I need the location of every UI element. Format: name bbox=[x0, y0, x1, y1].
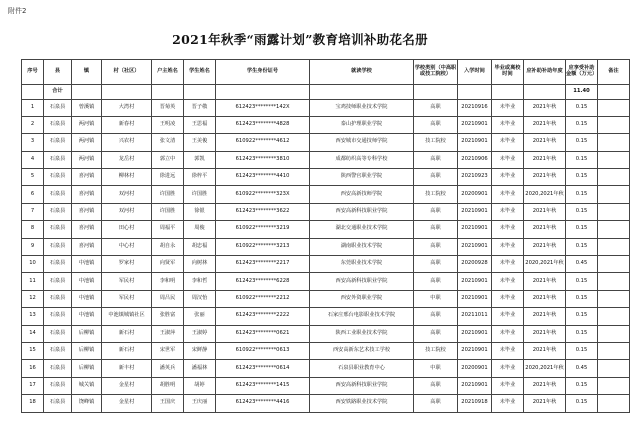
table-row bbox=[22, 203, 630, 220]
table-cell: 2021年秋 bbox=[524, 203, 566, 220]
table-cell: 胡婷 bbox=[184, 377, 216, 394]
table-row bbox=[22, 99, 630, 116]
table-cell: 5 bbox=[22, 169, 44, 186]
table-cell: 610922********0613 bbox=[216, 342, 310, 359]
table-cell: 陕西工业职业技术学院 bbox=[310, 325, 414, 342]
table-cell: 喜河镇 bbox=[72, 186, 102, 203]
table-cell: 20211011 bbox=[458, 308, 492, 325]
table-cell: 20210918 bbox=[458, 395, 492, 412]
table-cell: 喜河镇 bbox=[72, 221, 102, 238]
table-cell: 新石村 bbox=[102, 325, 152, 342]
table-cell: 未毕业 bbox=[492, 151, 524, 168]
column-header: 户主姓名 bbox=[152, 60, 184, 85]
table-row bbox=[22, 169, 630, 186]
column-header: 学校类别（中高职或技工院校） bbox=[414, 60, 458, 85]
table-cell: 0.15 bbox=[566, 395, 598, 412]
table-cell: 612423********0621 bbox=[216, 325, 310, 342]
table-cell bbox=[598, 256, 630, 273]
table-cell: 2021年秋 bbox=[524, 99, 566, 116]
total-label: 合计 bbox=[44, 85, 72, 100]
table-cell: 612423********4828 bbox=[216, 116, 310, 133]
table-cell: 3 bbox=[22, 134, 44, 151]
table-row bbox=[22, 221, 630, 238]
column-header: 应补助补助年度 bbox=[524, 60, 566, 85]
table-cell: 石泉县职业教育中心 bbox=[310, 360, 414, 377]
table-cell: 技工院校 bbox=[414, 134, 458, 151]
column-header: 就读学校 bbox=[310, 60, 414, 85]
table-cell: 2 bbox=[22, 116, 44, 133]
table-cell: 两河镇 bbox=[72, 134, 102, 151]
table-cell: 0.15 bbox=[566, 116, 598, 133]
table-cell: 17 bbox=[22, 377, 44, 394]
table-cell: 0.15 bbox=[566, 221, 598, 238]
table-cell: 2021年秋 bbox=[524, 151, 566, 168]
table-cell: 喜河镇 bbox=[72, 203, 102, 220]
table-cell: 高职 bbox=[414, 256, 458, 273]
table-cell bbox=[598, 151, 630, 168]
table-cell: 湖北交通职业技术学院 bbox=[310, 221, 414, 238]
table-row bbox=[22, 395, 630, 412]
table-cell: 陕西警官职业学院 bbox=[310, 169, 414, 186]
table-cell: 西安外资职业学院 bbox=[310, 290, 414, 307]
table-cell: 7 bbox=[22, 203, 44, 220]
table-cell: 晋子敬 bbox=[184, 99, 216, 116]
table-row bbox=[22, 290, 630, 307]
table-cell: 石泉县 bbox=[44, 169, 72, 186]
table-cell bbox=[598, 342, 630, 359]
table-cell: 石泉县 bbox=[44, 221, 72, 238]
table-cell: 两河镇 bbox=[72, 151, 102, 168]
table-cell: 西安城市交通技师学院 bbox=[310, 134, 414, 151]
table-cell: 中心村 bbox=[102, 238, 152, 255]
table-cell: 成都纺织高等专科学校 bbox=[310, 151, 414, 168]
table-cell: 后柳镇 bbox=[72, 360, 102, 377]
table-cell: 20210901 bbox=[458, 377, 492, 394]
table-cell bbox=[598, 186, 630, 203]
table-cell: 中池镇 bbox=[72, 290, 102, 307]
table-cell: 田心村 bbox=[102, 221, 152, 238]
table-cell: 高职 bbox=[414, 221, 458, 238]
table-cell: 18 bbox=[22, 395, 44, 412]
table-cell: 石泉县 bbox=[44, 290, 72, 307]
table-cell: 2021年秋 bbox=[524, 169, 566, 186]
total-amount: 11.40 bbox=[566, 85, 598, 100]
table-cell: 西安高新科技职业学院 bbox=[310, 203, 414, 220]
table-cell: 未毕业 bbox=[492, 377, 524, 394]
table-row bbox=[22, 151, 630, 168]
table-cell: 王美俊 bbox=[184, 134, 216, 151]
table-cell: 2021年秋 bbox=[524, 377, 566, 394]
table-cell: 两河镇 bbox=[72, 116, 102, 133]
table-cell: 高职 bbox=[414, 238, 458, 255]
table-cell: 高职 bbox=[414, 151, 458, 168]
table-cell: 612423********0614 bbox=[216, 360, 310, 377]
table-cell: 高职 bbox=[414, 395, 458, 412]
table-cell bbox=[598, 238, 630, 255]
table-cell: 未毕业 bbox=[492, 99, 524, 116]
table-cell: 石泉县 bbox=[44, 342, 72, 359]
table-cell: 0.15 bbox=[566, 342, 598, 359]
table-cell bbox=[598, 377, 630, 394]
table-cell: 20210901 bbox=[458, 203, 492, 220]
table-cell: 高职 bbox=[414, 169, 458, 186]
table-cell: 0.15 bbox=[566, 186, 598, 203]
table-cell: 0.45 bbox=[566, 256, 598, 273]
table-cell: 兴农村 bbox=[102, 134, 152, 151]
table-cell: 0.15 bbox=[566, 308, 598, 325]
table-cell: 2021年秋 bbox=[524, 290, 566, 307]
table-cell: 0.15 bbox=[566, 169, 598, 186]
table-cell: 胡胜明 bbox=[152, 377, 184, 394]
table-cell: 石泉县 bbox=[44, 203, 72, 220]
table-cell: 610922********323X bbox=[216, 186, 310, 203]
table-cell: 宝鸡技师职业技术学院 bbox=[310, 99, 414, 116]
table-cell: 2021年秋 bbox=[524, 325, 566, 342]
table-cell: 高职 bbox=[414, 308, 458, 325]
table-cell: 0.15 bbox=[566, 273, 598, 290]
table-cell: 2021年秋 bbox=[524, 273, 566, 290]
table-cell: 20210901 bbox=[458, 116, 492, 133]
table-cell: 20210901 bbox=[458, 290, 492, 307]
table-cell: 612423********4410 bbox=[216, 169, 310, 186]
table-cell: 胡忠福 bbox=[184, 238, 216, 255]
table-cell: 2021年秋 bbox=[524, 342, 566, 359]
table-cell: 610922********4612 bbox=[216, 134, 310, 151]
table-cell: 11 bbox=[22, 273, 44, 290]
table-cell bbox=[598, 395, 630, 412]
table-cell: 张文清 bbox=[152, 134, 184, 151]
table-cell: 2020,2021年秋 bbox=[524, 186, 566, 203]
column-header: 学生姓名 bbox=[184, 60, 216, 85]
table-cell: 李和明 bbox=[152, 273, 184, 290]
column-header: 序号 bbox=[22, 60, 44, 85]
column-header: 毕业或离校时间 bbox=[492, 60, 524, 85]
table-cell: 王庆丽 bbox=[184, 395, 216, 412]
table-cell: 612423********142X bbox=[216, 99, 310, 116]
table-cell: 20210901 bbox=[458, 221, 492, 238]
table-cell: 周福平 bbox=[152, 221, 184, 238]
table-cell: 未毕业 bbox=[492, 290, 524, 307]
table-cell: 20210901 bbox=[458, 325, 492, 342]
table-cell: 610922********3219 bbox=[216, 221, 310, 238]
table-cell: 14 bbox=[22, 325, 44, 342]
column-header: 学生身份证号 bbox=[216, 60, 310, 85]
column-header: 县 bbox=[44, 60, 72, 85]
table-cell bbox=[598, 99, 630, 116]
table-cell: 后柳镇 bbox=[72, 325, 102, 342]
table-cell: 未毕业 bbox=[492, 134, 524, 151]
table-cell: 0.15 bbox=[566, 238, 598, 255]
table-cell: 16 bbox=[22, 360, 44, 377]
table-cell: 2021年秋 bbox=[524, 116, 566, 133]
column-header: 入学时间 bbox=[458, 60, 492, 85]
table-cell: 0.15 bbox=[566, 134, 598, 151]
table-cell: 石泉县 bbox=[44, 325, 72, 342]
table-cell: 石泉县 bbox=[44, 273, 72, 290]
table-row bbox=[22, 308, 630, 325]
table-cell: 王淑萍 bbox=[152, 325, 184, 342]
table-cell: 西安高新技师学院 bbox=[310, 186, 414, 203]
table-row bbox=[22, 256, 630, 273]
table-cell: 未毕业 bbox=[492, 395, 524, 412]
table-cell: 未毕业 bbox=[492, 169, 524, 186]
table-cell: 高职 bbox=[414, 325, 458, 342]
table-cell: 石泉县 bbox=[44, 151, 72, 168]
table-cell: 郭立中 bbox=[152, 151, 184, 168]
table-cell: 中职 bbox=[414, 360, 458, 377]
table-cell: 郭凯 bbox=[184, 151, 216, 168]
table-cell: 中池镇 bbox=[72, 256, 102, 273]
table-cell: 向树林 bbox=[184, 256, 216, 273]
table-row bbox=[22, 134, 630, 151]
table-cell: 王思福 bbox=[184, 116, 216, 133]
table-cell: 0.15 bbox=[566, 290, 598, 307]
table-cell: 王明凌 bbox=[152, 116, 184, 133]
table-cell: 0.45 bbox=[566, 360, 598, 377]
table-cell: 612423********6228 bbox=[216, 273, 310, 290]
table-row bbox=[22, 342, 630, 359]
table-row bbox=[22, 325, 630, 342]
table-cell: 2020,2021年秋 bbox=[524, 360, 566, 377]
table-cell: 技工院校 bbox=[414, 186, 458, 203]
table-cell bbox=[598, 308, 630, 325]
column-header: 备注 bbox=[598, 60, 630, 85]
table-cell: 612423********4416 bbox=[216, 395, 310, 412]
table-cell: 9 bbox=[22, 238, 44, 255]
table-cell: 王国庆 bbox=[152, 395, 184, 412]
table-cell: 西安铁路职业技术学院 bbox=[310, 395, 414, 412]
table-cell: 0.15 bbox=[566, 377, 598, 394]
table-cell: 徐银 bbox=[184, 203, 216, 220]
table-cell: 15 bbox=[22, 342, 44, 359]
table-cell: 12 bbox=[22, 290, 44, 307]
table-row bbox=[22, 186, 630, 203]
table-row bbox=[22, 238, 630, 255]
table-cell: 未毕业 bbox=[492, 116, 524, 133]
table-cell: 1 bbox=[22, 99, 44, 116]
table-cell: 2020,2021年秋 bbox=[524, 256, 566, 273]
table-cell: 石泉县 bbox=[44, 360, 72, 377]
table-cell: 石泉县 bbox=[44, 99, 72, 116]
table-cell: 高职 bbox=[414, 377, 458, 394]
table-cell: 军民村 bbox=[102, 273, 152, 290]
table-cell: 徐进远 bbox=[152, 169, 184, 186]
table-cell: 金星村 bbox=[102, 377, 152, 394]
table-cell: 西安高新科技职业学院 bbox=[310, 273, 414, 290]
table-cell: 2021年秋 bbox=[524, 395, 566, 412]
table-cell: 612423********1415 bbox=[216, 377, 310, 394]
table-cell: 未毕业 bbox=[492, 186, 524, 203]
table-cell: 未毕业 bbox=[492, 221, 524, 238]
table-cell: 612423********3810 bbox=[216, 151, 310, 168]
table-cell: 喜河镇 bbox=[72, 169, 102, 186]
table-cell: 20210906 bbox=[458, 151, 492, 168]
table-cell: 中池镇城镇社区 bbox=[102, 308, 152, 325]
table-cell: 2021年秋 bbox=[524, 134, 566, 151]
table-row bbox=[22, 116, 630, 133]
table-cell: 20210901 bbox=[458, 238, 492, 255]
table-cell: 西安高新科技职业学院 bbox=[310, 377, 414, 394]
table-cell: 罗家村 bbox=[102, 256, 152, 273]
table-cell bbox=[598, 169, 630, 186]
table-cell: 曾溪镇 bbox=[72, 99, 102, 116]
table-cell: 技工院校 bbox=[414, 342, 458, 359]
table-cell: 西安高新东艺术技工学校 bbox=[310, 342, 414, 359]
table-cell: 20200901 bbox=[458, 360, 492, 377]
table-row bbox=[22, 273, 630, 290]
table-cell: 大湾村 bbox=[102, 99, 152, 116]
table-cell: 612423********2222 bbox=[216, 308, 310, 325]
table-cell: 双河村 bbox=[102, 186, 152, 203]
table-cell: 宋世军 bbox=[152, 342, 184, 359]
table-cell: 徐梓平 bbox=[184, 169, 216, 186]
table-cell: 6 bbox=[22, 186, 44, 203]
table-cell: 石家庄邢台电影职业技术学院 bbox=[310, 308, 414, 325]
table-cell bbox=[598, 360, 630, 377]
table-cell: 高职 bbox=[414, 203, 458, 220]
table-cell: 0.15 bbox=[566, 151, 598, 168]
table-cell: 10 bbox=[22, 256, 44, 273]
table-row bbox=[22, 360, 630, 377]
table-cell: 未毕业 bbox=[492, 308, 524, 325]
table-cell: 李和哲 bbox=[184, 273, 216, 290]
table-cell: 612423********3622 bbox=[216, 203, 310, 220]
table-cell: 周吕民 bbox=[152, 290, 184, 307]
table-cell: 610922********2212 bbox=[216, 290, 310, 307]
table-cell: 石泉县 bbox=[44, 186, 72, 203]
table-cell: 东莞职业技术学院 bbox=[310, 256, 414, 273]
table-cell: 20210923 bbox=[458, 169, 492, 186]
table-cell: 20210901 bbox=[458, 134, 492, 151]
table-cell: 潘福林 bbox=[184, 360, 216, 377]
table-cell: 军民村 bbox=[102, 290, 152, 307]
table-cell: 石泉县 bbox=[44, 308, 72, 325]
table-cell: 未毕业 bbox=[492, 325, 524, 342]
table-cell bbox=[598, 221, 630, 238]
table-cell bbox=[598, 273, 630, 290]
table-cell: 20210901 bbox=[458, 273, 492, 290]
table-cell: 饶峰镇 bbox=[72, 395, 102, 412]
table-cell: 中职 bbox=[414, 290, 458, 307]
table-cell bbox=[598, 134, 630, 151]
total-index-cell bbox=[22, 85, 44, 100]
table-cell: 未毕业 bbox=[492, 342, 524, 359]
table-cell: 高职 bbox=[414, 273, 458, 290]
table-cell: 后柳镇 bbox=[72, 342, 102, 359]
table-cell: 20210916 bbox=[458, 99, 492, 116]
table-cell: 宋鲜静 bbox=[184, 342, 216, 359]
table-cell: 向贤军 bbox=[152, 256, 184, 273]
table-cell: 高职 bbox=[414, 99, 458, 116]
table-cell: 0.15 bbox=[566, 203, 598, 220]
table-cell: 中池镇 bbox=[72, 308, 102, 325]
attachment-label: 附件2 bbox=[8, 7, 27, 15]
table-cell bbox=[598, 116, 630, 133]
table-cell: 20200928 bbox=[458, 256, 492, 273]
table-cell: 许国胜 bbox=[152, 186, 184, 203]
document-title: 2021年秋季“雨露计划”教育培训补助花名册 bbox=[172, 32, 428, 47]
table-cell: 王淑婷 bbox=[184, 325, 216, 342]
table-cell: 2021年秋 bbox=[524, 221, 566, 238]
table-cell bbox=[598, 290, 630, 307]
table-cell: 晋菊英 bbox=[152, 99, 184, 116]
table-cell: 612423********2217 bbox=[216, 256, 310, 273]
table-cell: 13 bbox=[22, 308, 44, 325]
roster-table bbox=[21, 59, 630, 413]
table-cell: 4 bbox=[22, 151, 44, 168]
table-cell: 石泉县 bbox=[44, 116, 72, 133]
table-cell: 未毕业 bbox=[492, 273, 524, 290]
table-cell: 张丽 bbox=[184, 308, 216, 325]
table-cell: 新石村 bbox=[102, 342, 152, 359]
table-cell: 2021年秋 bbox=[524, 238, 566, 255]
table-cell: 未毕业 bbox=[492, 360, 524, 377]
table-cell bbox=[598, 203, 630, 220]
table-row bbox=[22, 377, 630, 394]
column-header: 镇 bbox=[72, 60, 102, 85]
table-cell: 胡自永 bbox=[152, 238, 184, 255]
table-cell: 2021年秋 bbox=[524, 308, 566, 325]
table-cell: 许国胜 bbox=[152, 203, 184, 220]
table-cell: 8 bbox=[22, 221, 44, 238]
table-cell: 610922********3213 bbox=[216, 238, 310, 255]
table-cell: 未毕业 bbox=[492, 256, 524, 273]
table-cell: 石泉县 bbox=[44, 377, 72, 394]
column-header: 应享受补助金额（万元） bbox=[566, 60, 598, 85]
table-cell: 未毕业 bbox=[492, 203, 524, 220]
table-cell: 泰山护理职业学院 bbox=[310, 116, 414, 133]
table-cell: 石泉县 bbox=[44, 238, 72, 255]
table-cell: 中池镇 bbox=[72, 273, 102, 290]
table-cell: 20210901 bbox=[458, 342, 492, 359]
table-cell: 湖南职业技术学院 bbox=[310, 238, 414, 255]
table-cell: 城关镇 bbox=[72, 377, 102, 394]
table-cell: 石泉县 bbox=[44, 395, 72, 412]
table-cell: 龙岳村 bbox=[102, 151, 152, 168]
table-cell: 潘英兵 bbox=[152, 360, 184, 377]
column-header: 村（社区） bbox=[102, 60, 152, 85]
table-cell: 柳林村 bbox=[102, 169, 152, 186]
table-cell: 0.15 bbox=[566, 325, 598, 342]
table-cell: 高职 bbox=[414, 116, 458, 133]
table-cell: 双河村 bbox=[102, 203, 152, 220]
table-cell: 金星村 bbox=[102, 395, 152, 412]
table-cell: 新丰村 bbox=[102, 360, 152, 377]
table-cell: 0.15 bbox=[566, 99, 598, 116]
table-header-row bbox=[22, 60, 630, 85]
table-cell: 张胜富 bbox=[152, 308, 184, 325]
total-row bbox=[22, 85, 630, 100]
table-cell bbox=[598, 325, 630, 342]
table-cell: 喜河镇 bbox=[72, 238, 102, 255]
table-cell: 许国胜 bbox=[184, 186, 216, 203]
table-cell: 石泉县 bbox=[44, 134, 72, 151]
table-cell: 周汉怡 bbox=[184, 290, 216, 307]
table-cell: 未毕业 bbox=[492, 238, 524, 255]
table-cell: 周俊 bbox=[184, 221, 216, 238]
table-cell: 20200901 bbox=[458, 186, 492, 203]
table-cell: 新春村 bbox=[102, 116, 152, 133]
table-cell: 石泉县 bbox=[44, 256, 72, 273]
